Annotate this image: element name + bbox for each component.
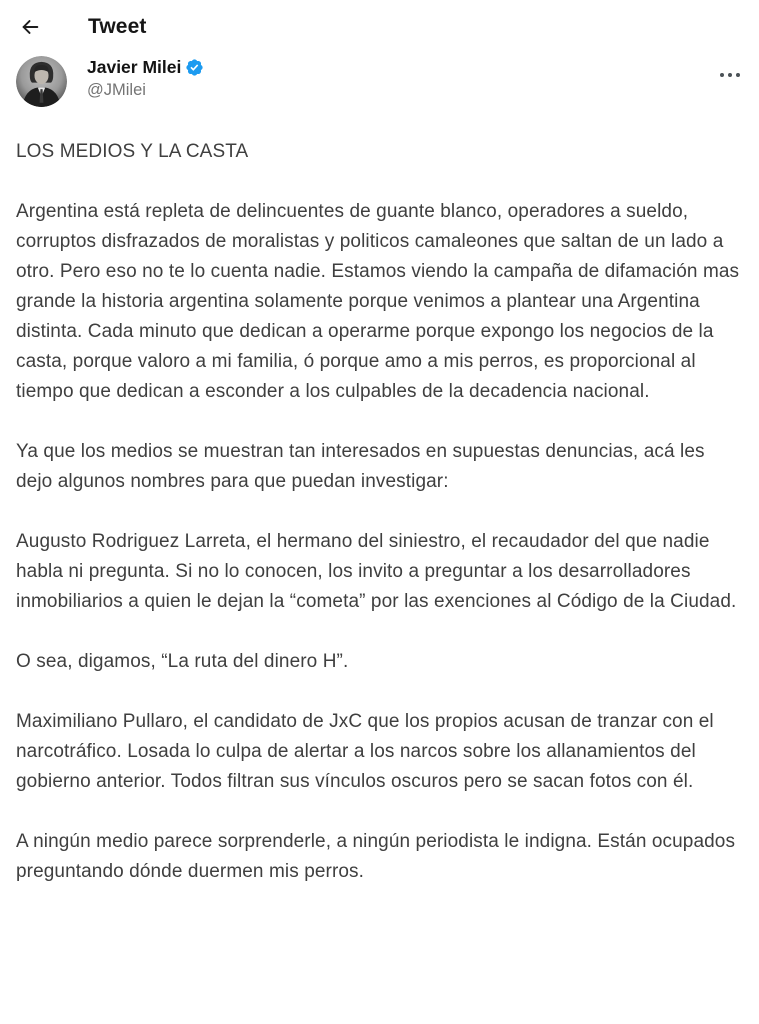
avatar-photo [16,56,67,107]
page-title: Tweet [88,14,147,38]
back-button[interactable] [18,15,42,39]
tweet-paragraph: Augusto Rodriguez Larreta, el hermano del siniestro, el recaudador del que nadie habla ni pregunta. Si no lo conocen, los invito a preguntar a los desarrolladores inmobiliarios a quien le dejan la “cometa” por las exenciones al Código de la Ciudad. [16,531,737,612]
tweet-author-row [0,48,759,107]
tweet-paragraph: A ningún medio parece sorprenderle, a ningún periodista le indigna. Están ocupados preguntando dónde duermen mis perros. [16,831,736,882]
author-handle[interactable]: @JMilei [87,81,146,99]
author-name[interactable]: Javier Milei [87,57,182,77]
avatar[interactable] [16,56,67,107]
back-arrow-icon [19,16,41,38]
more-icon [719,72,741,78]
more-button[interactable] [719,56,743,81]
author-meta [87,56,204,100]
tweet-paragraph: O sea, digamos, “La ruta del dinero H”. [16,651,349,672]
tweet-paragraph: Maximiliano Pullaro, el candidato de JxC que los propios acusan de tranzar con el narcotráfico. Losada lo culpa de alertar a los narcos sobre los allanamientos del gobierno anterior. Todos filtran sus vínculos oscuros pero se sacan fotos con él. [16,711,714,792]
tweet-text [0,137,759,887]
tweet-paragraph-title: LOS MEDIOS Y LA CASTA [16,141,249,162]
tweet-paragraph: Ya que los medios se muestran tan interesados en supuestas denuncias, acá les dejo algunos nombres para que puedan investigar: [16,441,705,492]
author-name-line [87,57,204,78]
tweet-paragraph: Argentina está repleta de delincuentes de guante blanco, operadores a sueldo, corruptos disfrazados de moralistas y politicos camaleones que saltan de un lado a otro. Pero eso no te lo cuenta nadie. Estamos viendo la campaña de difamación mas grande la historia argentina solamente porque venimos a plantear una Argentina distinta. Cada minuto que dedican a operarme porque expongo los negocios de la casta, porque valoro a mi familia, ó porque amo a mis perros, es proporcional al tiempo que dedican a esconder a los culpables de la decadencia nacional. [16,201,740,402]
verified-badge-icon [185,58,204,77]
page-header [0,0,759,48]
